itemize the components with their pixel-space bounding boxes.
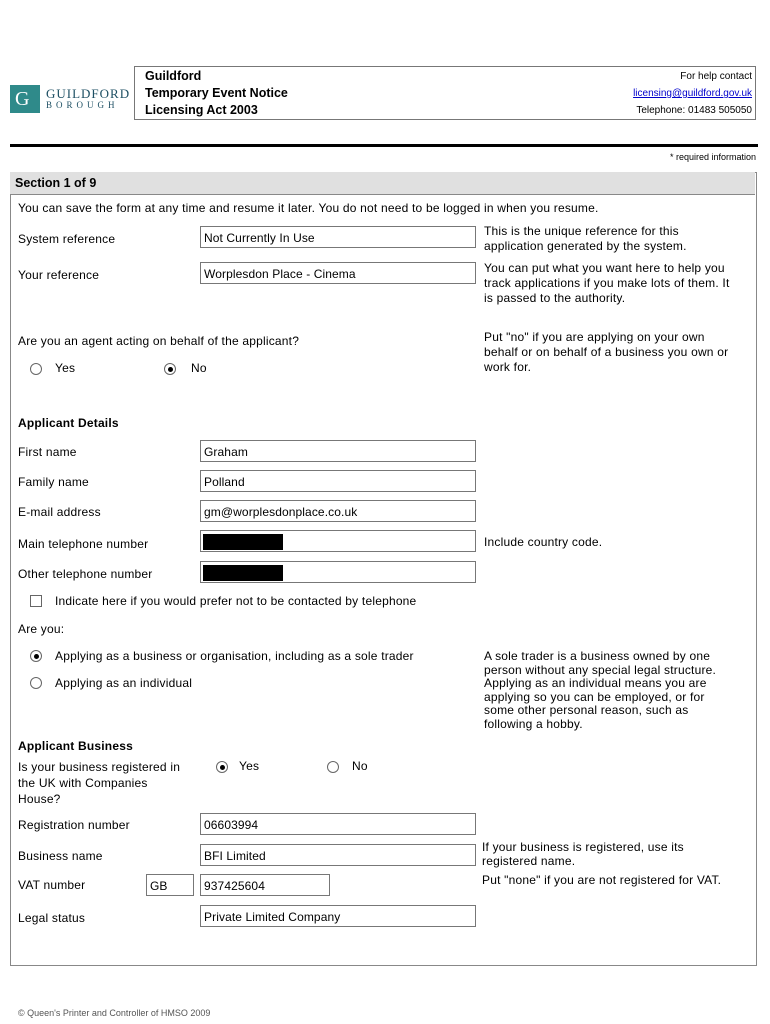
first-name-label: First name — [18, 445, 77, 459]
main-phone-field[interactable] — [200, 530, 476, 552]
business-type-radio[interactable] — [30, 650, 42, 662]
agent-no-label: No — [191, 361, 207, 375]
vat-number-label: VAT number — [18, 878, 86, 892]
copyright-footer: © Queen's Printer and Controller of HMSO 2009 — [18, 1008, 211, 1018]
header-title-line2: Temporary Event Notice — [145, 86, 288, 100]
header-divider — [10, 144, 758, 147]
email-label: E-mail address — [18, 505, 101, 519]
section-title: Section 1 of 9 — [15, 176, 97, 190]
individual-type-radio[interactable] — [30, 677, 42, 689]
agent-yes-label: Yes — [55, 361, 76, 375]
logo-mark-icon: G — [10, 85, 40, 113]
registration-number-label: Registration number — [18, 818, 130, 832]
business-name-help: If your business is registered, use its registered name. — [482, 840, 684, 868]
agent-no-radio[interactable] — [164, 363, 176, 375]
family-name-field[interactable]: Polland — [200, 470, 476, 492]
system-reference-help: This is the unique reference for this application generated by the system. — [484, 224, 687, 253]
header-title-line1: Guildford — [145, 69, 202, 83]
other-phone-label: Other telephone number — [18, 567, 153, 581]
applicant-business-heading: Applicant Business — [18, 739, 133, 753]
guildford-logo — [10, 85, 132, 115]
applicant-type-help: A sole trader is a business owned by one person without any special legal structure. Applying as an individual means you are applying so you can be employed, or for some other personal reason, such as following a hobby. — [484, 649, 717, 731]
first-name-field[interactable]: Graham — [200, 440, 476, 462]
individual-type-label: Applying as an individual — [55, 676, 193, 690]
family-name-label: Family name — [18, 475, 89, 489]
your-reference-label: Your reference — [18, 268, 100, 282]
other-phone-field[interactable] — [200, 561, 476, 583]
registration-number-field[interactable]: 06603994 — [200, 813, 476, 835]
no-phone-contact-checkbox[interactable] — [30, 595, 42, 607]
section-header — [10, 172, 755, 195]
system-reference-field[interactable]: Not Currently In Use — [200, 226, 476, 248]
business-name-label: Business name — [18, 849, 103, 863]
help-email-link[interactable]: licensing@guildford.gov.uk — [633, 88, 752, 99]
help-phone: Telephone: 01483 505050 — [636, 105, 752, 116]
no-phone-contact-label: Indicate here if you would prefer not to be contacted by telephone — [55, 594, 417, 608]
header-title-line3: Licensing Act 2003 — [145, 103, 258, 117]
legal-status-field[interactable]: Private Limited Company — [200, 905, 476, 927]
main-phone-help: Include country code. — [484, 535, 603, 549]
applicant-details-heading: Applicant Details — [18, 416, 119, 430]
agent-question: Are you an agent acting on behalf of the applicant? — [18, 334, 300, 348]
vat-help: Put "none" if you are not registered for VAT. — [482, 873, 722, 887]
legal-status-label: Legal status — [18, 911, 86, 925]
agent-help: Put "no" if you are applying on your own behalf or on behalf of a business you own or work for. — [484, 330, 729, 374]
your-reference-help: You can put what you want here to help you track applications if you make lots of them. It is passed to the authority. — [484, 261, 730, 305]
business-type-label: Applying as a business or organisation, including as a sole trader — [55, 649, 414, 663]
logo-text-line1: GUILDFORD — [46, 86, 131, 101]
registered-question: Is your business registered in the UK with Companies House? — [18, 760, 181, 806]
help-contact-label: For help contact — [680, 71, 752, 82]
main-phone-label: Main telephone number — [18, 537, 149, 551]
redacted-main-phone — [203, 534, 283, 550]
registered-no-radio[interactable] — [327, 761, 339, 773]
business-name-field[interactable]: BFI Limited — [200, 844, 476, 866]
are-you-label: Are you: — [18, 622, 65, 636]
registered-yes-label: Yes — [239, 759, 260, 773]
redacted-other-phone — [203, 565, 283, 581]
logo-text-line2: BOROUGH — [46, 100, 119, 110]
your-reference-field[interactable]: Worplesdon Place - Cinema — [200, 262, 476, 284]
system-reference-label: System reference — [18, 232, 116, 246]
vat-prefix-field[interactable]: GB — [146, 874, 194, 896]
section-intro: You can save the form at any time and resume it later. You do not need to be logged in when you resume. — [18, 201, 599, 215]
agent-yes-radio[interactable] — [30, 363, 42, 375]
registered-no-label: No — [352, 759, 368, 773]
required-info-note: * required information — [669, 152, 756, 162]
registered-yes-radio[interactable] — [216, 761, 228, 773]
vat-number-field[interactable]: 937425604 — [200, 874, 330, 896]
email-field[interactable]: gm@worplesdonplace.co.uk — [200, 500, 476, 522]
